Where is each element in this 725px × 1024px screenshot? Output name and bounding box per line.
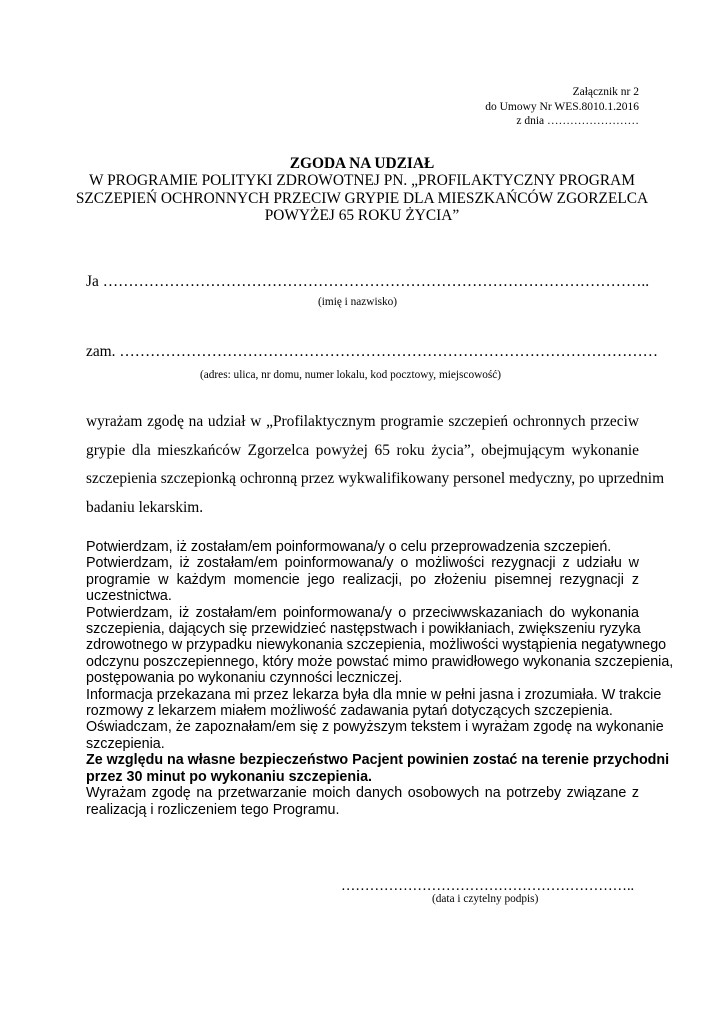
title-line-3: SZCZEPIEŃ OCHRONNYCH PRZECIW GRYPIE DLA MIESZKAŃCÓW ZGORZELCA — [75, 189, 649, 207]
name-dotted-line: …………………………………………………………………………………………….. — [102, 273, 650, 290]
statement-line: uczestnictwa. — [86, 588, 172, 605]
address-label: zam. — [86, 343, 116, 360]
name-caption: (imię i nazwisko) — [318, 296, 398, 308]
consent-line: grypie dla mieszkańców Zgorzelca powyżej 65 roku życia”, obejmującym wykonanie — [86, 441, 639, 459]
statement-line: rozmowy z lekarzem miałem możliwość zadawania pytań dotyczących szczepienia. — [86, 703, 613, 720]
address-caption: (adres: ulica, nr domu, numer lokalu, kod pocztowy, miejscowość) — [200, 369, 502, 381]
statement-line: szczepienia. — [86, 735, 165, 752]
document-title — [60, 155, 664, 225]
name-field[interactable] — [86, 273, 649, 291]
statement-line: Potwierdzam, iż zostałam/em poinformowana/y o przeciwwskazaniach do wykonania — [86, 604, 639, 621]
statement-line: Wyrażam zgodę na przetwarzanie moich danych osobowych na potrzeby związane z — [86, 785, 639, 802]
consent-line: wyrażam zgodę na udział w „Profilaktycznym programie szczepień ochronnych przeciw — [86, 413, 639, 430]
name-label: Ja — [86, 273, 99, 290]
title-line-2: W PROGRAMIE POLITYKI ZDROWOTNEJ PN. „PROFILAKTYCZNY PROGRAM — [89, 172, 635, 190]
safety-notice-line: przez 30 minut po wykonaniu szczepienia. — [86, 768, 373, 785]
annex-number: Załącznik nr 2 — [572, 86, 639, 98]
signature-caption: (data i czytelny podpis) — [432, 893, 539, 905]
consent-paragraph — [86, 408, 665, 522]
statement-line: szczepienia, dających się przewidzieć następstwach i powikłaniach, zwiększeniu ryzyka — [86, 621, 641, 638]
annex-contract-number: do Umowy Nr WES.8010.1.2016 — [485, 100, 639, 113]
statements-block — [86, 539, 674, 818]
statement-line: realizacją i rozliczeniem tego Programu. — [86, 801, 340, 818]
statement-line: zdrowotnego w przypadku niewykonania szczepienia, możliwości wystąpienia negatywnego — [86, 637, 667, 654]
signature-field[interactable]: …………………………………………………….. — [341, 878, 635, 894]
title-line-4: POWYŻEJ 65 ROKU ŻYCIA” — [264, 207, 460, 225]
statement-line: programie w każdym momencie jego realizacji, po złożeniu pisemnej rezygnacji z — [86, 571, 639, 588]
statement-line: Potwierdzam, iż zostałam/em poinformowana/y o możliwości rezygnacji z udziału w — [86, 555, 639, 572]
statement-line: Potwierdzam, iż zostałam/em poinformowana/y o celu przeprowadzenia szczepień. — [86, 539, 612, 555]
statement-line: Informacja przekazana mi przez lekarza była dla mnie w pełni jasna i zrozumiała. W trakcie — [86, 686, 662, 703]
consent-line: badaniu lekarskim. — [86, 498, 204, 516]
title-main: ZGODA NA UDZIAŁ — [289, 155, 435, 172]
statement-line: Oświadczam, że zapoznałam/em się z powyższym tekstem i wyrażam zgodę na wykonanie — [86, 719, 664, 736]
statement-line: odczynu poszczepiennego, który może powstać mimo prawidłowego wykonania szczepienia, — [86, 653, 674, 670]
address-field[interactable] — [86, 343, 658, 361]
statement-line: postępowania po wykonaniu czynności leczniczej. — [86, 670, 403, 687]
annex-header — [485, 85, 639, 129]
annex-date: z dnia …………………… — [516, 115, 639, 128]
safety-notice-line: Ze względu na własne bezpieczeństwo Pacjent powinien zostać na terenie przychodni — [86, 752, 670, 769]
consent-line: szczepienia szczepionką ochronną przez wykwalifikowany personel medyczny, po uprzednim — [86, 470, 665, 488]
address-dotted-line: …………………………………………………………………………………………… — [119, 343, 659, 360]
